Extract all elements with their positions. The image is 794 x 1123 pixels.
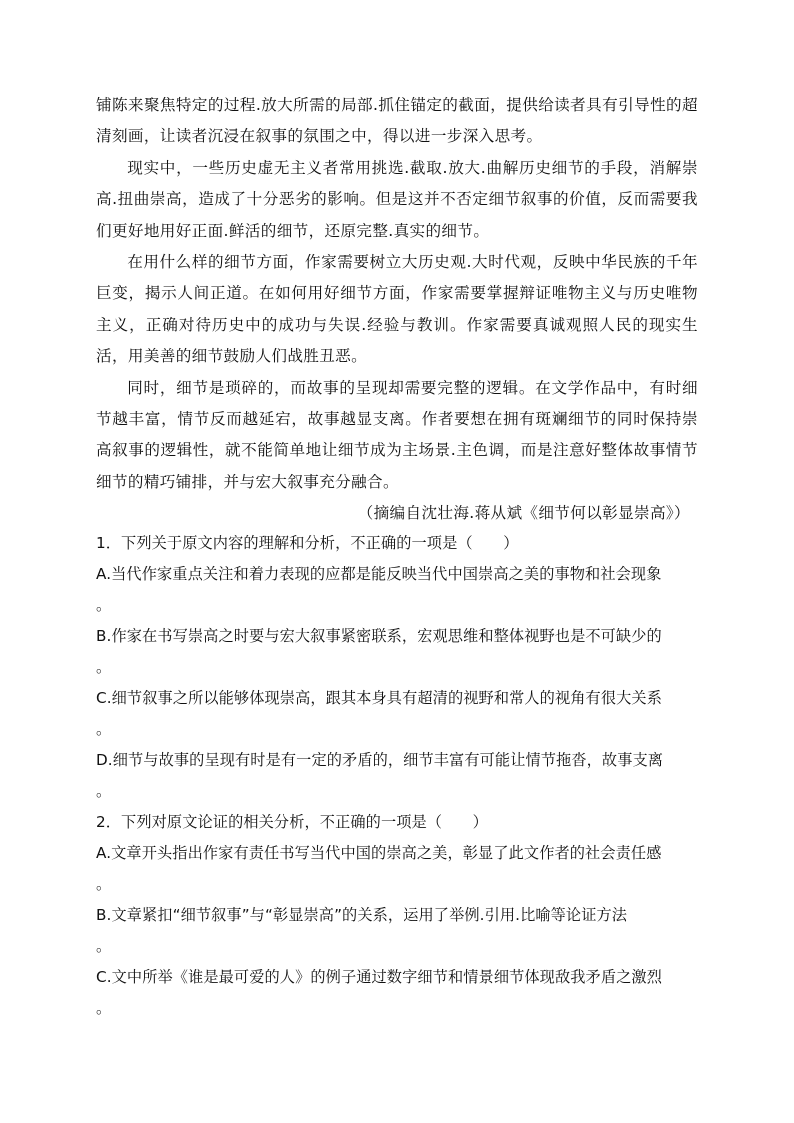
passage-paragraph-1: 铺陈来聚焦特定的过程.放大所需的局部.抓住锚定的截面，提供给读者具有引导性的超清刻画，让读者沉浸在叙事的氛围之中，得以进一步深入思考。	[96, 96, 698, 146]
question-1-option-d	[96, 745, 698, 807]
option-tail: 。	[96, 720, 112, 738]
passage-source: （摘编自沈壮海.蒋从斌《细节何以彰显崇高》）	[357, 504, 690, 523]
option-text: B.作家在书写崇高之时要与宏大叙事紧密联系，宏观思维和整体视野也是不可缺少的	[96, 627, 662, 645]
option-tail: 。	[96, 596, 112, 614]
option-tail: 。	[96, 782, 112, 800]
questions-section	[96, 528, 698, 1024]
option-tail: 。	[96, 937, 112, 955]
option-text: A.文章开头指出作家有责任书写当代中国的崇高之美，彰显了此文作者的社会责任感	[96, 844, 662, 862]
question-1-option-c	[96, 683, 698, 745]
option-text: C.细节叙事之所以能够体现崇高，跟其本身具有超清的视野和常人的视角有很大关系	[96, 689, 662, 707]
option-tail: 。	[96, 658, 112, 676]
question-2-option-a	[96, 838, 698, 900]
question-2-option-c	[96, 962, 698, 1024]
option-tail: 。	[96, 875, 112, 893]
question-2-stem: 2．下列对原文论证的相关分析，不正确的一项是（ ）	[96, 813, 488, 831]
option-text: C.文中所举《谁是最可爱的人》的例子通过数字细节和情景细节体现敌我矛盾之激烈	[96, 968, 662, 986]
question-1-stem: 1．下列关于原文内容的理解和分析，不正确的一项是（ ）	[96, 534, 519, 552]
option-text: D.细节与故事的呈现有时是有一定的矛盾的，细节丰富有可能让情节拖沓，故事支离	[96, 751, 664, 769]
option-text: A.当代作家重点关注和着力表现的应都是能反映当代中国崇高之美的事物和社会现象	[96, 565, 662, 583]
question-1-option-b	[96, 621, 698, 683]
option-tail: 。	[96, 999, 112, 1017]
question-1-option-a	[96, 559, 698, 621]
passage-paragraph-2: 现实中，一些历史虚无主义者常用挑选.截取.放大.曲解历史细节的手段，消解崇高.扭曲崇高，造成了十分恶劣的影响。但是这并不否定细节叙事的价值，反而需要我们更好地用好正面.鲜活的细节，还原完整.真实的细节。	[96, 158, 698, 240]
reading-passage	[96, 90, 698, 530]
passage-paragraph-4: 同时，细节是琐碎的，而故事的呈现却需要完整的逻辑。在文学作品中，有时细节越丰富，情节反而越延宕，故事越显支离。作者要想在拥有斑斓细节的同时保持崇高叙事的逻辑性，就不能简单地让细节成为主场景.主色调，而是注意好整体故事情节细节的精巧铺排，并与宏大叙事充分融合。	[96, 378, 698, 491]
option-text: B.文章紧扣“细节叙事”与“彰显崇高”的关系，运用了举例.引用.比喻等论证方法	[96, 906, 628, 924]
question-2-option-b	[96, 900, 698, 962]
passage-paragraph-3: 在用什么样的细节方面，作家需要树立大历史观.大时代观，反映中华民族的千年巨变，揭示人间正道。在如何用好细节方面，作家需要掌握辩证唯物主义与历史唯物主义，正确对待历史中的成功与失误.经验与教训。作家需要真诚观照人民的现实生活，用美善的细节鼓励人们战胜丑恶。	[96, 253, 698, 366]
